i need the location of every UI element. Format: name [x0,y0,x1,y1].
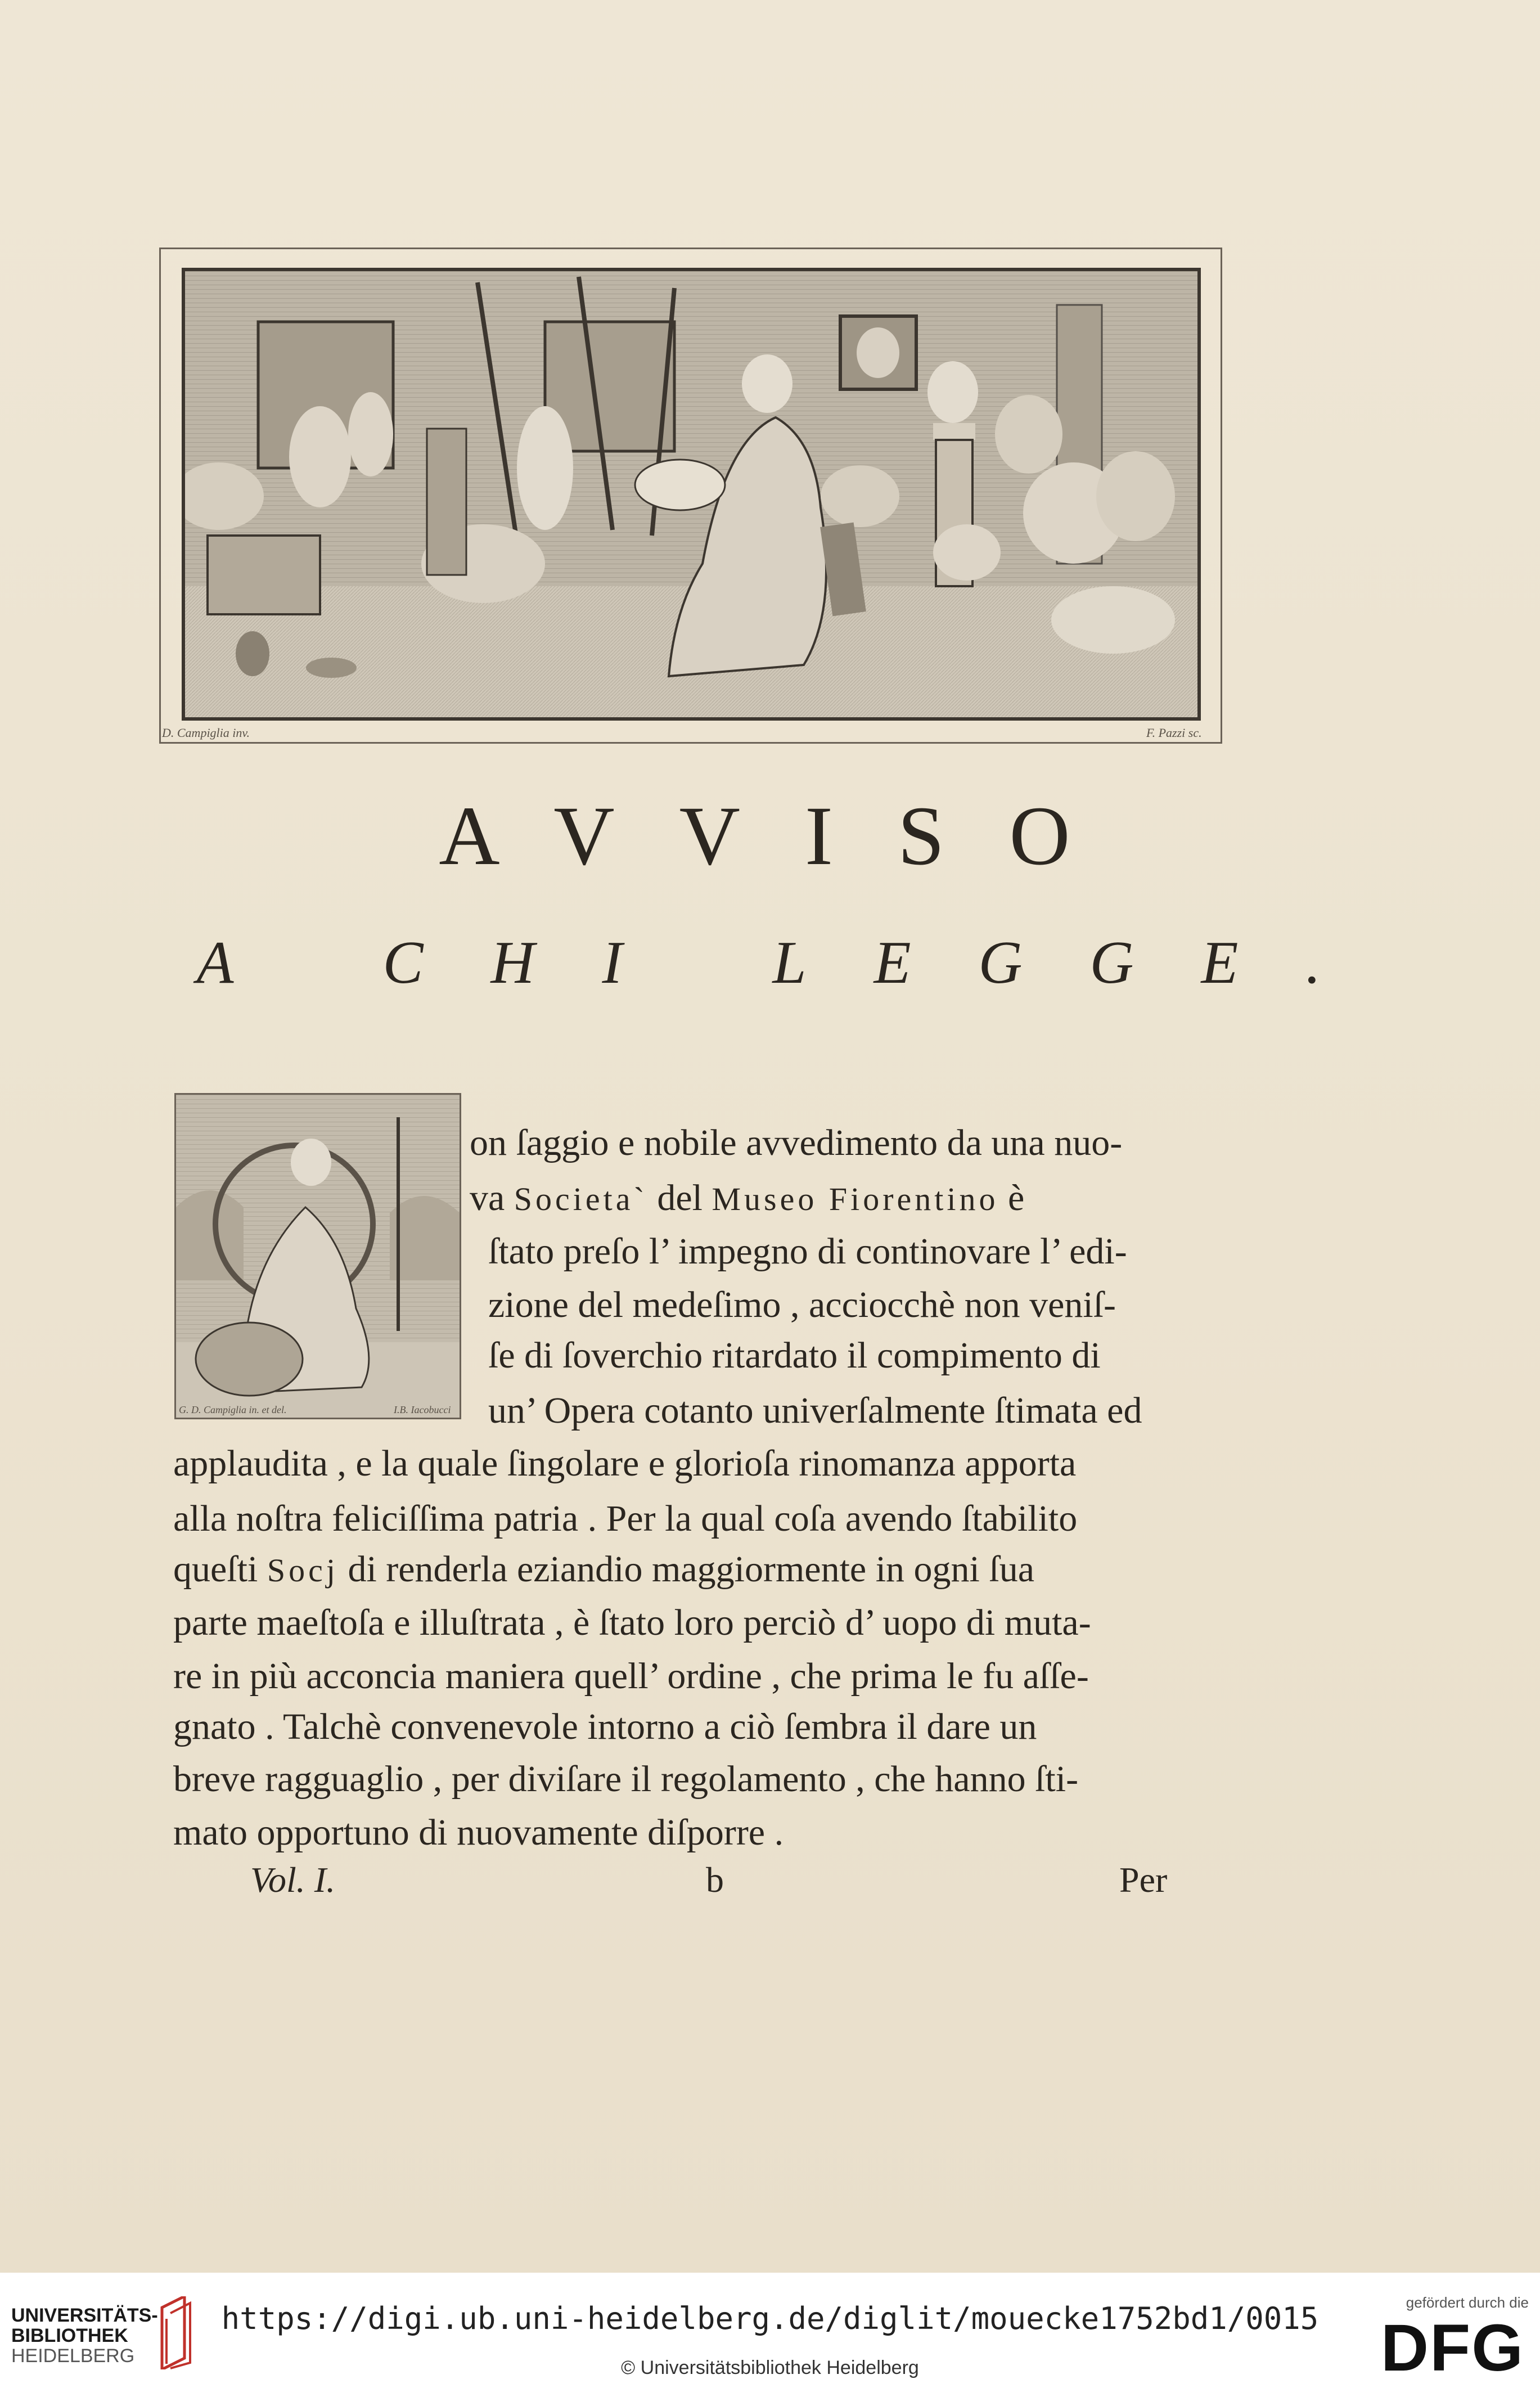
library-name[interactable]: UNIVERSITÄTS- BIBLIOTHEK HEIDELBERG [11,2305,158,2367]
body-line: applaudita , e la quale ſingolare e glorioſa rinomanza apporta [173,1443,1077,1484]
body-line: ſe di ſoverchio ritardato il compimento di [488,1335,1101,1376]
body-line: va Societa` del Museo Fiorentino è [470,1177,1025,1218]
body-line: gnato . Talchè convenevole intorno a ciò ſembra il dare un [173,1706,1037,1747]
body-line: on ſaggio e nobile avvedimento da una nuo- [470,1122,1123,1163]
dfg-logo[interactable]: DFG [1380,2311,1524,2385]
permalink-url[interactable]: https://digi.ub.uni-heidelberg.de/diglit/mouecke1752bd1/0015 [221,2301,1319,2336]
funder-note: gefördert durch die [1406,2294,1529,2311]
page-subtitle: A CHI LEGGE. [196,929,1389,996]
body-line: un’ Opera cotanto univerſalmente ſtimata ed [488,1390,1142,1431]
vignette-credit-designer: G. D. Campiglia in. et del. [179,1404,287,1415]
body-line: alla noſtra feliciſſima patria . Per la qual coſa avendo ſtabilito [173,1498,1078,1539]
initial-vignette [174,1093,461,1419]
body-line: parte maeſtoſa e illuſtrata , è ſtato loro perciò d’ uopo di muta- [173,1602,1091,1643]
vignette-credit-engraver: I.B. Iacobucci [394,1404,451,1415]
body-line: breve ragguaglio , per diviſare il regolamento , che hanno ſti- [173,1759,1079,1800]
copyright-notice: © Universitätsbibliothek Heidelberg [621,2357,919,2378]
body-line: mato opportuno di nuovamente diſporre . [173,1812,784,1853]
catchword: Per [1119,1860,1168,1900]
headpiece-credit-engraver: F. Pazzi sc. [1146,726,1202,740]
body-line: re in più acconcia maniera quell’ ordine , che prima le fu aſſe- [173,1656,1089,1697]
allegorical-figure-illustration [176,1095,460,1418]
headpiece-credit-designer: D. Campiglia inv. [162,726,250,740]
body-line: zione del medeſimo , acciocchè non veniſ- [488,1284,1116,1325]
artist-studio-illustration [185,271,1197,717]
volume-label: Vol. I. [250,1860,336,1900]
body-line: queſti Socj di renderla eziandio maggiormente in ogni ſua [173,1549,1035,1590]
body-line: ſtato preſo l’ impegno di continovare l’ edi- [488,1231,1127,1272]
library-banner [0,2273,1540,2388]
page-title: AVVISO [439,789,1135,883]
signature-mark: b [706,1860,724,1900]
headpiece-engraving [182,268,1201,721]
